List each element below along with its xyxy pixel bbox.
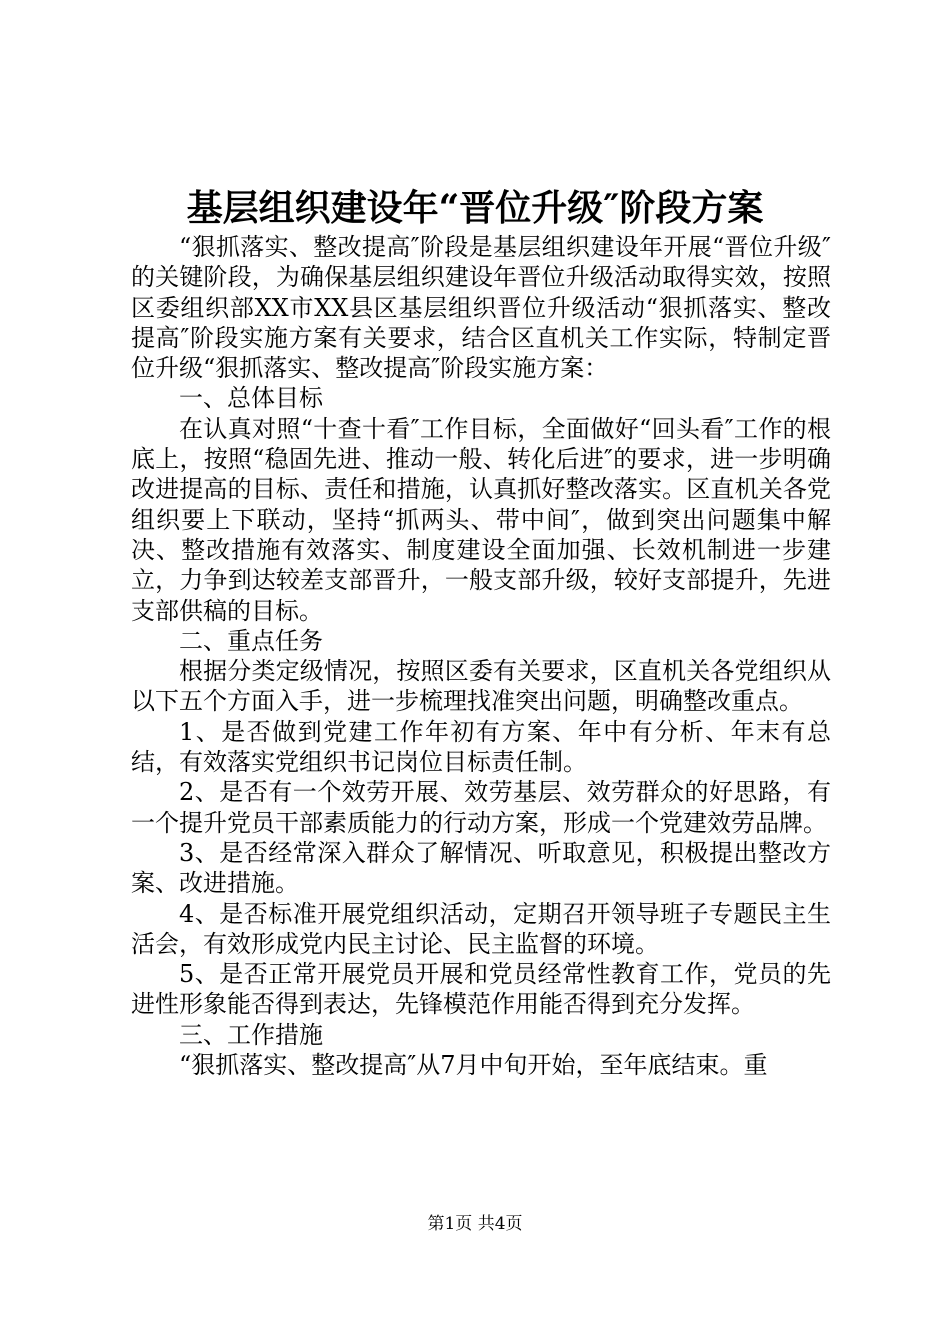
document-body: [131, 232, 831, 1080]
list-item-task-5: 5、是否正常开展党员开展和党员经常性教育工作，党员的先进性形象能否得到表达，先锋模范作用能否得到充分发挥。: [131, 960, 831, 1019]
paragraph-work-measures: “狠抓落实、整改提高″从7月中旬开始，至年底结束。重: [179, 1051, 768, 1080]
section-heading-work-measures: 三、工作措施: [179, 1020, 323, 1049]
page-number-footer: 第1页 共4页: [427, 1214, 523, 1234]
section-heading-overall-goal: 一、总体目标: [179, 384, 323, 413]
list-item-task-3: 3、是否经常深入群众了解情况、听取意见，积极提出整改方案、改进措施。: [131, 838, 831, 898]
paragraph-intro: “狠抓落实、整改提高″阶段是基层组织建设年开展“晋位升级″的关键阶段，为确保基层组织建设年晋位升级活动取得实效，按照区委组织部XX市XX县区基层组织晋位升级活动“狠抓落实、整改提高″阶段实施方案有关要求，结合区直机关工作实际，特制定晋位升级“狠抓落实、整改提高″阶段实施方案：: [131, 233, 831, 383]
list-item-task-2: 2、是否有一个效劳开展、效劳基层、效劳群众的好思路，有一个提升党员干部素质能力的行动方案，形成一个党建效劳品牌。: [131, 778, 831, 837]
paragraph-key-tasks: 根据分类定级情况，按照区委有关要求，区直机关各党组织从以下五个方面入手，进一步梳理找准突出问题，明确整改重点。: [131, 657, 831, 716]
list-item-task-1: 1、是否做到党建工作年初有方案、年中有分析、年末有总结，有效落实党组织书记岗位目标责任制。: [131, 717, 831, 777]
document-title: 基层组织建设年“晋位升级″阶段方案: [186, 187, 764, 229]
paragraph-overall-goal: 在认真对照“十查十看″工作目标，全面做好“回头看″工作的根底上，按照“稳固先进、推动一般、转化后进″的要求，进一步明确改进提高的目标、责任和措施，认真抓好整改落实。区直机关各党组织要上下联动，坚持“抓两头、带中间″，做到突出问题集中解决、整改措施有效落实、制度建设全面加强、长效机制进一步建立，力争到达较差支部晋升，一般支部升级，较好支部提升，先进支部供稿的目标。: [131, 414, 831, 625]
section-heading-key-tasks: 二、重点任务: [179, 626, 323, 655]
list-item-task-4: 4、是否标准开展党组织活动，定期召开领导班子专题民主生活会，有效形成党内民主讨论、民主监督的环境。: [131, 899, 831, 958]
